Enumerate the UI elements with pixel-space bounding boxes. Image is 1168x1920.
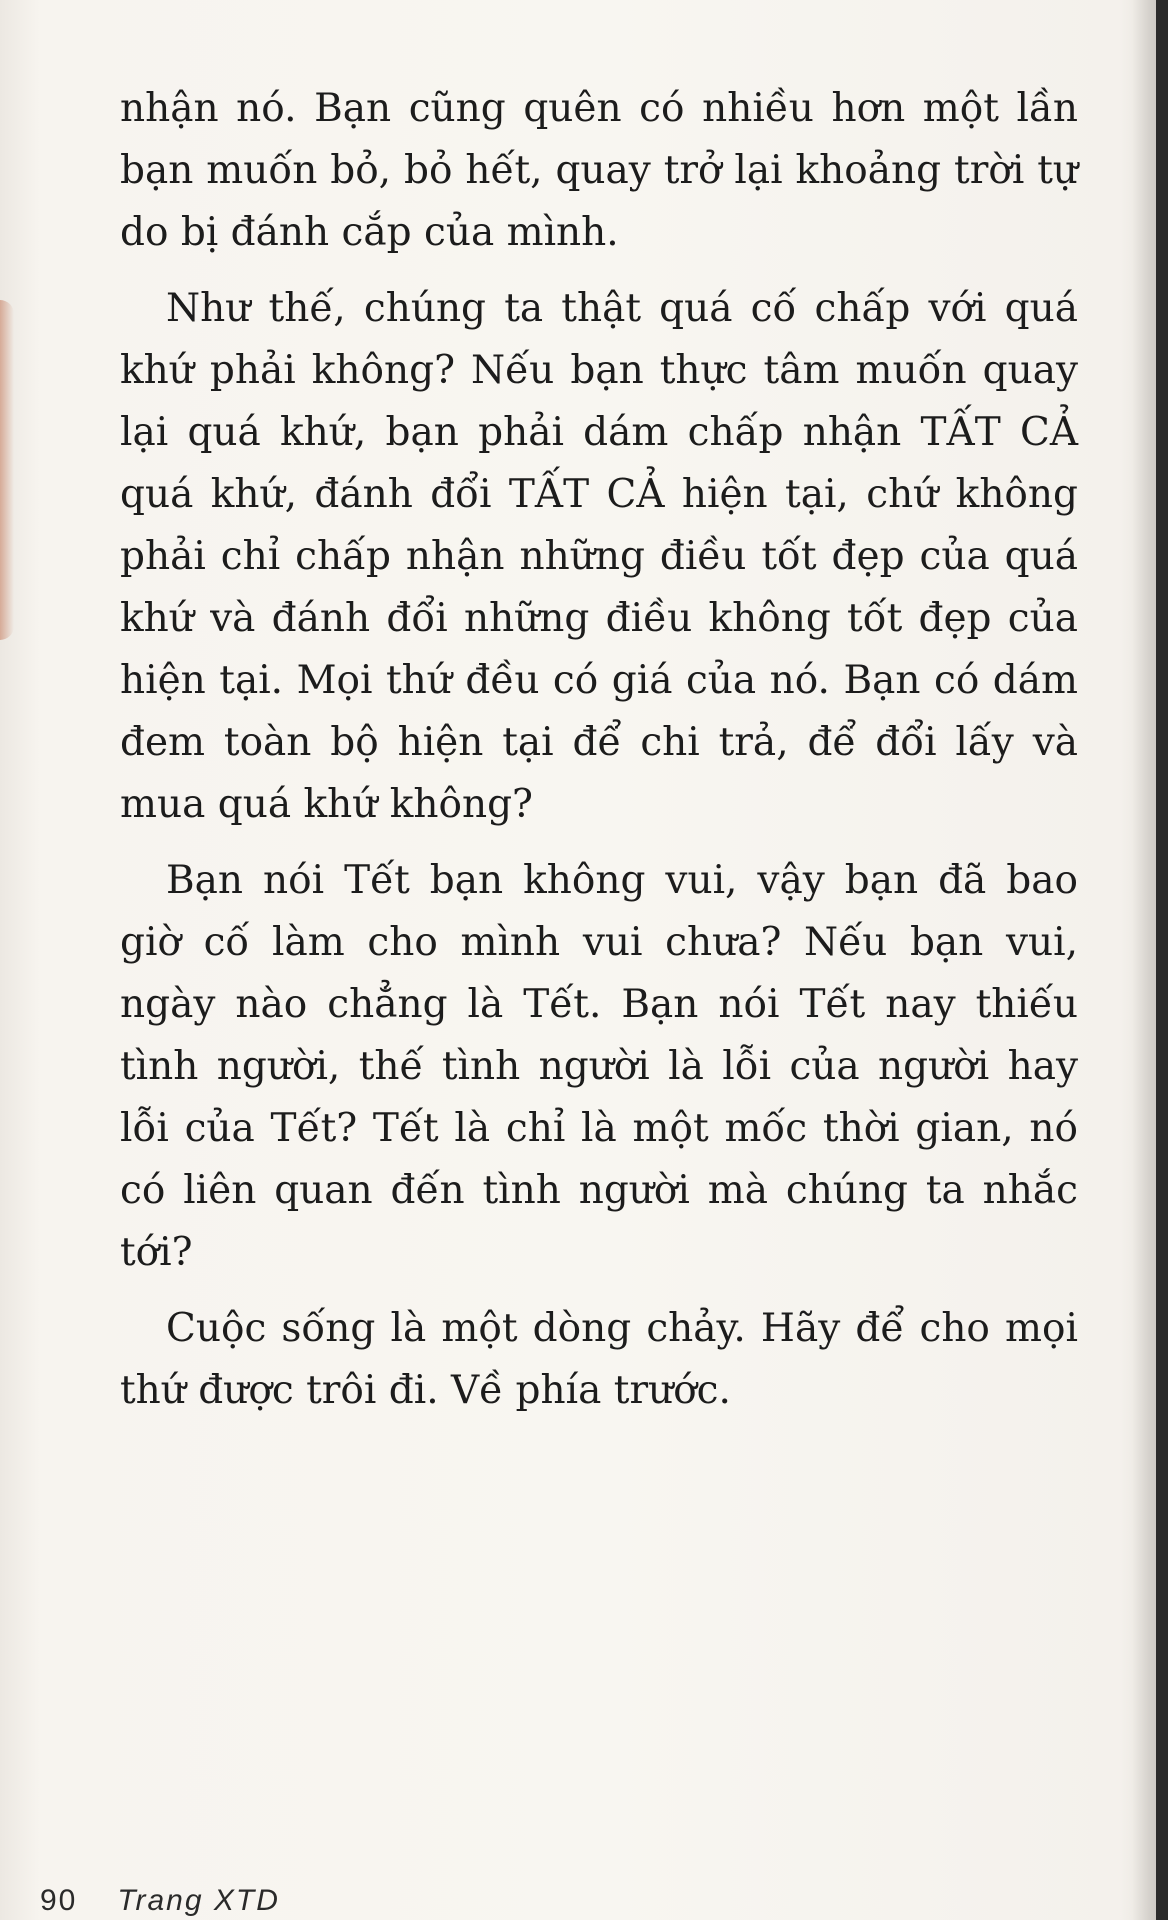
paragraph-1: nhận nó. Bạn cũng quên có nhiều hơn một lần bạn muốn bỏ, bỏ hết, quay trở lại khoảng trời tự do bị đánh cắp của mình. xyxy=(120,86,1078,255)
spine-shadow xyxy=(1132,0,1156,1920)
paragraph-4: Cuộc sống là một dòng chảy. Hãy để cho mọi thứ được trôi đi. Về phía trước. xyxy=(120,1306,1078,1413)
page-number: 90 xyxy=(40,1884,78,1917)
page-footer xyxy=(40,1884,280,1920)
body-text xyxy=(120,78,1078,1436)
finger-shadow xyxy=(0,300,14,640)
paragraph-3: Bạn nói Tết bạn không vui, vậy bạn đã bao giờ cố làm cho mình vui chưa? Nếu bạn vui, ngày nào chẳng là Tết. Bạn nói Tết nay thiếu tình người, thế tình người là lỗi của người hay lỗi của Tết? Tết là chỉ là một mốc thời gian, nó có liên quan đến tình người mà chúng ta nhắc tới? xyxy=(120,858,1078,1275)
book-spine xyxy=(1156,0,1168,1920)
paragraph-2: Như thế, chúng ta thật quá cố chấp với quá khứ phải không? Nếu bạn thực tâm muốn quay lại quá khứ, bạn phải dám chấp nhận TẤT CẢ quá khứ, đánh đổi TẤT CẢ hiện tại, chứ không phải chỉ chấp nhận những điều tốt đẹp của quá khứ và đánh đổi những điều không tốt đẹp của hiện tại. Mọi thứ đều có giá của nó. Bạn có dám đem toàn bộ hiện tại để chi trả, để đổi lấy và mua quá khứ không? xyxy=(120,286,1078,827)
author-name: Trang XTD xyxy=(117,1884,280,1917)
